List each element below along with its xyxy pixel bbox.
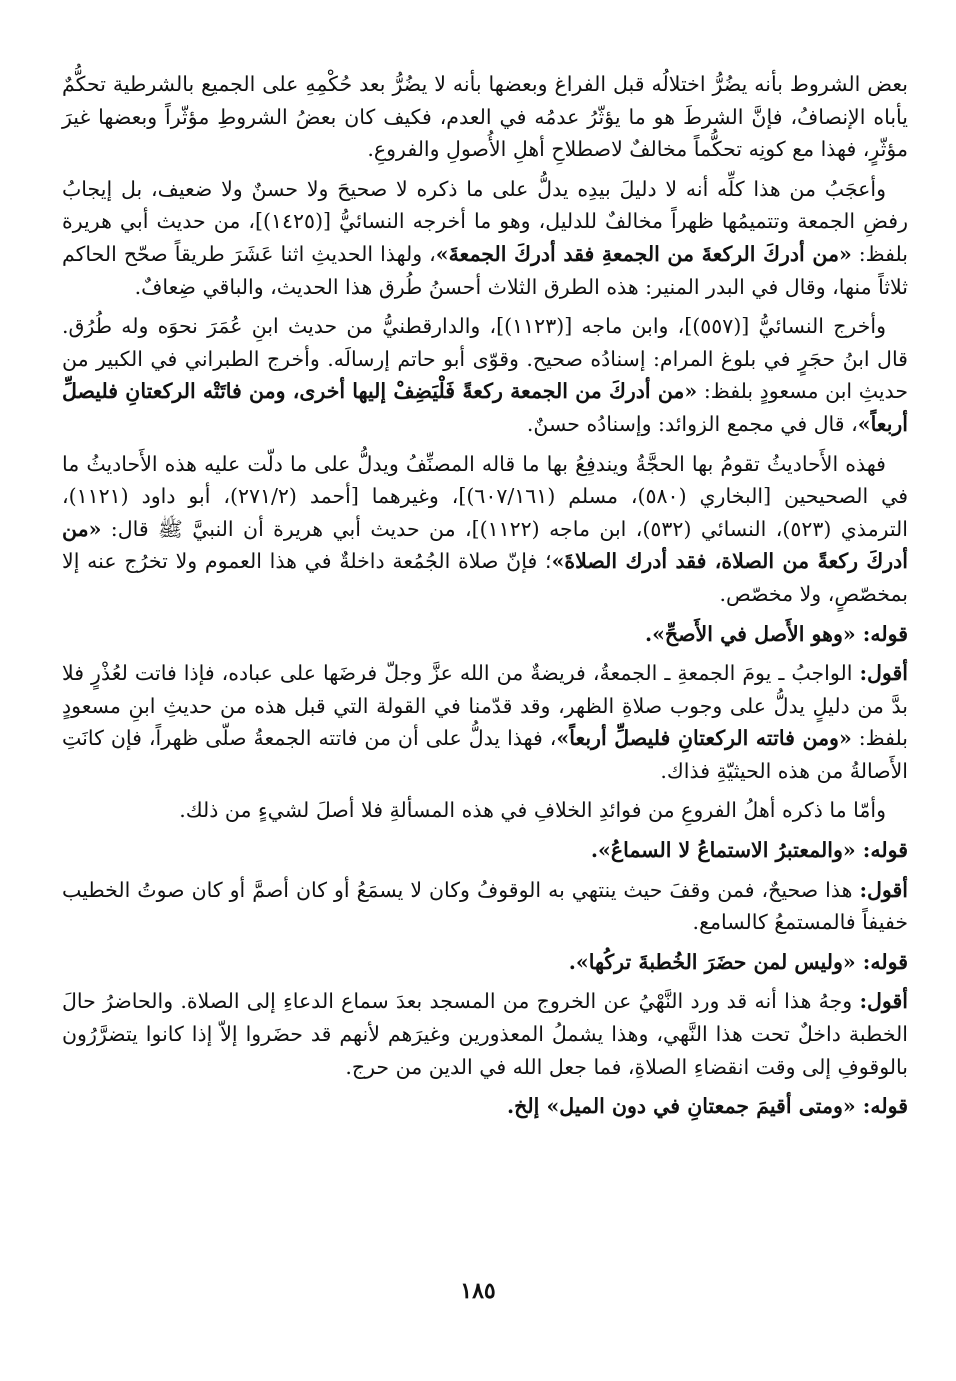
- qawluhu-2: [62, 834, 908, 867]
- bold-quote-text: أقول:: [859, 661, 908, 686]
- body-text: ؛ فإنّ صلاة الجُمُعة داخلةٌ في هذا العموم ولا تخرُج عنه إلا بمخصّصٍ، ولا مخصّص.: [62, 549, 908, 606]
- body-text: فهذه الأَحاديثُ تقومُ بها الحجَّةُ ويندفِعُ بها ما قاله المصنِّفُ ويدلُّ على ما دلّت عليه هذه الأَحاديثُ ما في الصحيحين [البخاري (٥٨٠)، مسلم (٦٠٧/١٦١)]، وغيرهما [أحمد (٢٧١/٢)، أبو داود (١١٢١)، الترمذي (٥٢٣)، النسائي (٥٣٢)، ابن ماجه (١١٢٢)]، من حديث أبي هريرة أن النبيَّ ﷺ قال:: [62, 451, 908, 541]
- body-text: وجهُ هذا أنه قد ورد النَّهْيُ عن الخروج من المسجد بعدَ سماع الدعاءِ إلى الصلاة. والحاضرُ حالَ الخطبة داخلٌ تحت هذا النَّهي، وهذا يشملُ المعذورين وغيرَهم لأنهم قد حضَروا إلاّ إذا كانوا يتضرَّرُون بالوقوفِ إلى وقت انقضاءِ الصلاةِ، فما جعل الله في الدين من حرج.: [62, 989, 908, 1079]
- para-5: [62, 794, 908, 827]
- body-text: بعض الشروط بأنه يضُرُّ اختلالُه قبل الفراغ وبعضها بأنه لا يضُرُّ بعد حُكْمِهِ على الجميع بالشرطية تحكُّمٌ يأباه الإنصافُ، فإنَّ الشرطَ هو ما يؤثّرُ عدمُه في العدم، فكيف كان بعضُ الشروطِ مؤثّراً وبعضها غيرَ مؤثّرٍ، فهذا مع كونِه تحكُّماً مخالفٌ لاصطلاحِ أهلِ الأُصولِ والفروعِ.: [62, 72, 908, 162]
- body-text: وأعجَبُ من هذا كلِّه أنه لا دليلَ بيدِه يدلُّ على ما ذكره لا صحيحَ ولا حسنٌ ولا ضعيف، بل إيجابُ رفضِ الجمعة وتتميمُها ظهراً مخالفٌ للدليل، وهو ما أخرجه النسائيُّ [(١٤٢٥)]، من حديث أبي هريرة بلفظ:: [62, 176, 908, 266]
- body-text: وأمّا ما ذكره أهلُ الفروعِ من فوائدِ الخلافِ في هذه المسألةِ فلا أصلَ لشيءٍ من ذلك.: [179, 798, 886, 823]
- bold-quote-text: قوله: «وليس لمن حضَرَ الخُطبةَ تركُها».: [568, 949, 908, 974]
- page-text-block: [62, 68, 908, 1130]
- para-1: [62, 68, 908, 166]
- para-4: [62, 448, 908, 611]
- body-text: هذا صحيحٌ، فمن وقفَ حيث ينتهي به الوقوفُ وكان لا يسمَعُ أو كان أصمَّ أو كان صوتُ الخطيب خفيفاً فالمستمعُ كالسامع.: [62, 877, 908, 935]
- qawluhu-1: [62, 618, 908, 651]
- body-text: ، قال في مجمع الزوائد: وإسنادُه حسنٌ.: [526, 411, 858, 436]
- aqulu-3: [62, 985, 908, 1083]
- bold-quote-text: قوله: «ومتى أقيمَ جمعتانِ في دون الميل» إلخ.: [507, 1094, 908, 1119]
- body-text: ، ولهذا الحديثِ اثنا عَشَرَ طريقاً صحّح الحاكم ثلاثاً منها، وقال في البدر المنير: هذه الطرق الثلاث أحسنُ طُرق هذا الحديث، والباقي ضِعافٌ.: [62, 241, 908, 299]
- body-text: ، فهذا يدلُّ على أن من فاتته الجمعةُ صلّى ظهراً، فإن كانَتِ الأَصالةُ من هذه الحيثيّةِ فذاك.: [62, 726, 908, 783]
- bold-quote-text: أقول:: [859, 989, 908, 1014]
- para-2: [62, 173, 908, 303]
- bold-quote-text: «من أدركَ ركعةً من الصلاة، فقد أدرك الصلاةَ»: [62, 516, 908, 574]
- aqulu-1: [62, 657, 908, 787]
- bold-quote-text: أقول:: [859, 877, 908, 902]
- bold-quote-text: قوله: «وهو الأَصل في الأَصحِّ».: [644, 621, 908, 646]
- bold-quote-text: «من أدركَ من الجمعة ركعةً فَلْيَضِفْ إليها أخرى، ومن فاتَتْه الركعتانِ فليصلِّ أربعاً»: [62, 379, 908, 436]
- page-number: ١٨٥: [460, 1278, 496, 1304]
- bold-quote-text: «من أدركَ الركعةَ من الجمعةِ فقد أدركَ الجمعةَ»: [435, 241, 852, 266]
- qawluhu-3: [62, 946, 908, 979]
- bold-quote-text: قوله: «والمعتبرُ الاستماعُ لا السماعُ».: [590, 838, 908, 863]
- body-text: الواجبُ ـ يومَ الجمعةِ ـ الجمعةُ، فريضةٌ من الله عزَّ وجلّ فرضَها على عباده، فإذا فاتت لعُذْرٍ فلا بدَّ من دليلٍ يدلُّ على وجوب صلاةِ الظهر، وقد قدّمنا في القولة التي قبل هذه من حديثِ ابنِ مسعودٍ بلفظ:: [62, 661, 908, 751]
- para-3: [62, 310, 908, 440]
- qawluhu-4: [62, 1090, 908, 1123]
- bold-quote-text: «ومن فاتته الركعتانِ فليصلِّ أربعاً»: [556, 726, 852, 751]
- aqulu-2: [62, 874, 908, 939]
- body-text: وأخرج النسائيُّ [(٥٥٧)]، وابن ماجه [(١١٢٣)]، والدارقطنيُّ من حديث ابنِ عُمَرَ نحوَه وله طُرُق. قال ابنُ حجَرٍ في بلوغ المرام: إسنادُه صحيح. وقوّى أبو حاتم إرسالَه. وأخرج الطبراني في الكبير من حديثِ ابن مسعودٍ بلفظ:: [62, 314, 908, 404]
